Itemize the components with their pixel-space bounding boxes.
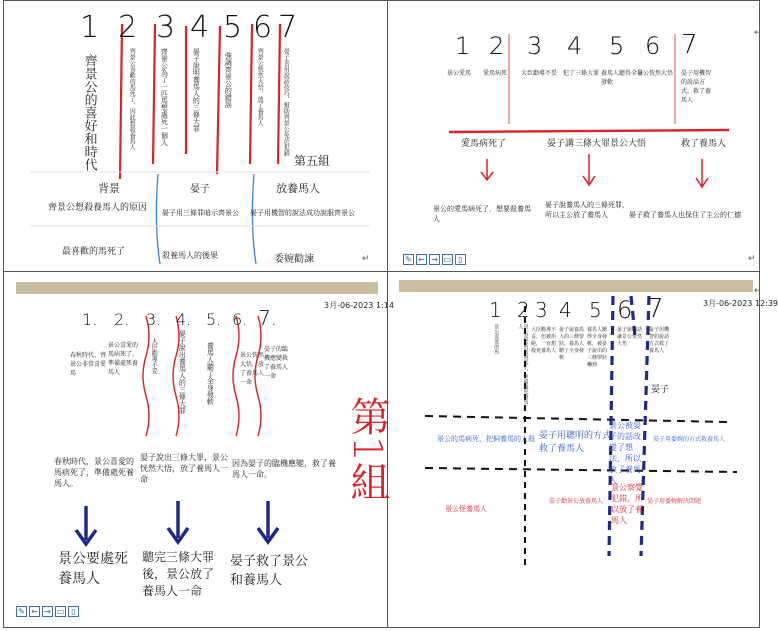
q3-column-4: 晏子說出養馬人的三條大罪 bbox=[178, 330, 187, 414]
q1-number-2: 2 bbox=[118, 10, 138, 45]
q3-number-2: 2. bbox=[114, 310, 130, 329]
forward-arrow-icon[interactable]: → bbox=[429, 254, 440, 265]
q2-timeline-label-3: 救了養馬人 bbox=[681, 139, 727, 149]
q2-timeline-label-2: 晏子講三條大罪景公大悟 bbox=[547, 139, 647, 149]
q3-number-3: 3. bbox=[146, 310, 162, 329]
return-mark-q4: ↵ bbox=[754, 286, 762, 296]
q4-red-note-2: 晏子勸景公放養馬人 bbox=[549, 498, 604, 505]
q3-number-5: 5. bbox=[206, 310, 222, 329]
q4-column-3: 大臣勸導不妥，但被拒絕，一直想殺死養馬人 bbox=[531, 327, 557, 354]
return-mark-q2-top: ↵ bbox=[754, 28, 762, 38]
q3-timestamp: 3月-06-2023 1:14 bbox=[324, 301, 394, 310]
q3-column-3: 大臣勸導不妥 bbox=[150, 338, 158, 374]
q4-column-2: 景公喜愛的馬病死了，準備處死養馬人 bbox=[517, 324, 529, 404]
q4-blue-note-1: 景公的馬病死，把飼養馬的人殺 bbox=[437, 435, 535, 443]
q3-conclusion-1: 景公要處死養馬人 bbox=[58, 551, 128, 587]
pen-icon[interactable]: ✎ bbox=[16, 606, 27, 617]
back-arrow-icon[interactable]: ← bbox=[29, 606, 40, 617]
q3-column-6: 景公恍然大悟，放了養馬人一命 bbox=[240, 352, 265, 386]
q2-note-1: 景公愛馬 bbox=[447, 70, 472, 77]
q2-note-7: 晏子用機智的說話方式，救了養馬人 bbox=[681, 70, 712, 104]
panel-q3 bbox=[10, 276, 394, 624]
q4-blue-note-4: 晏子用委婉的方式救養馬人 bbox=[653, 436, 726, 443]
q2-number-4: 4 bbox=[567, 32, 583, 60]
q1-note-reason: 齊景公想殺養馬人的原因 bbox=[48, 203, 148, 213]
q3-number-4: 4. bbox=[176, 310, 192, 329]
page-icon[interactable]: ▯ bbox=[455, 254, 466, 265]
q2-number-2: 2 bbox=[489, 32, 505, 60]
q3-conclusion-3: 晏子救了景公和養馬人 bbox=[230, 554, 309, 588]
q4-label-yanzi: 晏子 bbox=[651, 385, 670, 395]
q2-note-4: 犯了三條大罪 bbox=[563, 70, 600, 77]
q1-number-1: 1 bbox=[80, 10, 100, 45]
q4-number-5: 5 bbox=[589, 298, 602, 322]
q2-number-5: 5 bbox=[609, 32, 625, 60]
return-mark-q2: ↵ bbox=[748, 254, 756, 264]
q1-column-1: 齊景公的喜好和時代 bbox=[81, 54, 97, 171]
q2-number-3: 3 bbox=[527, 32, 543, 60]
q4-number-3: 3 bbox=[535, 298, 548, 322]
q2-number-6: 6 bbox=[645, 32, 661, 60]
q3-number-1: 1. bbox=[82, 310, 98, 329]
q2-timeline-label-1: 愛馬病死了 bbox=[461, 139, 507, 149]
q4-column-7: 晏子用機智的說話方式救了養馬人 bbox=[649, 327, 670, 354]
page-icon[interactable]: ▯ bbox=[68, 606, 79, 617]
q3-summary-2: 晏子說出三條大罪，景公恍然大悟，放了養馬人一命 bbox=[140, 453, 228, 484]
q4-number-7: 7 bbox=[647, 294, 664, 324]
q3-column-1: 春秋時代，齊景公非常喜愛馬 bbox=[70, 352, 107, 377]
panel-q4 bbox=[397, 276, 778, 624]
q1-heading-background: 背景 bbox=[98, 182, 120, 195]
horizontal-divider bbox=[3, 271, 760, 272]
q3-column-5: 養馬人聽了全身發軟 bbox=[206, 342, 215, 405]
pen-icon[interactable]: ✎ bbox=[403, 254, 414, 265]
q3-group-note: 第1組 bbox=[344, 396, 390, 502]
q1-note-tactful: 委婉勸諫 bbox=[274, 254, 314, 265]
panel-q2 bbox=[397, 4, 755, 266]
q1-number-7: 7 bbox=[278, 10, 298, 45]
back-arrow-icon[interactable]: ← bbox=[416, 254, 427, 265]
board-icon[interactable]: ▭ bbox=[443, 255, 452, 264]
q4-red-note-4: 晏子用委婉解決問題 bbox=[647, 498, 702, 505]
q4-number-4: 4 bbox=[559, 298, 572, 322]
q1-number-4: 4 bbox=[190, 10, 210, 45]
forward-arrow-icon[interactable]: → bbox=[42, 606, 53, 617]
q2-note-6: 景公恍然大悟 bbox=[637, 70, 674, 77]
q4-number-2: 2 bbox=[517, 298, 530, 322]
q3-toolbar bbox=[16, 606, 79, 617]
board-icon[interactable]: ▭ bbox=[56, 607, 65, 616]
q3-column-2: 景公喜愛的馬病死了，準備處死養馬人 bbox=[108, 342, 139, 376]
q4-blue-note-3: 景公被晏子的話改變了想法，所以放了養馬人 bbox=[609, 421, 641, 485]
q4-number-6: 6 bbox=[617, 296, 633, 324]
q1-heading-yanzi: 晏子 bbox=[190, 184, 210, 195]
q4-number-1: 1 bbox=[489, 298, 502, 322]
q4-blue-note-2: 晏子用聰明的方式救了養馬人 bbox=[539, 431, 612, 454]
q2-summary-2: 晏子說養馬人的三條死罪，所以主公放了養馬人 bbox=[545, 201, 629, 219]
q1-note-consequence: 殺養馬人的後果 bbox=[162, 251, 218, 260]
q2-number-1: 1 bbox=[455, 32, 471, 60]
q2-note-5: 養馬人聽得全身發軟 bbox=[601, 70, 644, 86]
q4-column-1: 景公喜愛的馬 bbox=[493, 324, 500, 354]
q4-column-5: 養馬人聽得全身發軟，被晏子說出的三條罪狀嚇到 bbox=[587, 327, 608, 368]
q1-note-persuade: 晏子用機智的說法成功說服齊景公 bbox=[250, 209, 355, 217]
q3-summary-3: 因為晏子的臨機應變，救了養馬人一命。 bbox=[232, 459, 336, 479]
q4-red-note-3: 景公察覺犯錯，所以放了養馬人 bbox=[611, 483, 643, 525]
q2-note-2: 愛馬病死 bbox=[483, 70, 508, 77]
q3-number-6: 6. bbox=[232, 310, 248, 329]
q1-number-5: 5 bbox=[223, 10, 243, 45]
q3-conclusion-2: 聽完三條大罪後，景公放了養馬人一命 bbox=[142, 550, 215, 598]
q1-group-label: 第五組 bbox=[294, 154, 331, 168]
q1-column-2: 齊景公喜歡的馬死了，因此想殺養馬人 bbox=[128, 48, 136, 150]
q2-summary-3: 晏子救了養馬人也保住了主公的仁德 bbox=[629, 211, 741, 219]
q1-number-3: 3 bbox=[156, 10, 176, 45]
q1-column-7: 晏子善用說話技巧，幫助齊景公免於犯錯 bbox=[282, 48, 290, 156]
q3-summary-1: 春秋時代，景公喜愛的馬病死了，準備處死養馬人。 bbox=[54, 457, 134, 488]
q1-note-three-crimes: 晏子用三條罪暗示齊景公 bbox=[162, 209, 239, 217]
q1-column-6: 齊景公恍然大悟，放了養馬人 bbox=[256, 48, 264, 126]
q2-number-7: 7 bbox=[681, 30, 698, 60]
q4-red-note-1: 景公怪養馬人 bbox=[445, 505, 487, 513]
q1-note-horse-died: 最喜歡的馬死了 bbox=[62, 247, 126, 257]
q3-column-7: 晏子的臨機應變救了養馬人一命 bbox=[264, 346, 289, 380]
q3-number-7: 7. bbox=[258, 306, 278, 330]
q1-heading-release: 放養馬人 bbox=[276, 182, 320, 195]
q2-note-3: 大臣勸導不妥 bbox=[521, 70, 558, 77]
panel-q1 bbox=[10, 4, 380, 266]
q2-summary-1: 景公的愛馬病死了，想要殺養馬人 bbox=[433, 205, 531, 223]
return-mark-q1: ↵ bbox=[362, 254, 370, 264]
q1-number-6: 6 bbox=[253, 10, 273, 45]
q2-toolbar bbox=[403, 254, 466, 265]
q4-column-6: 晏子說的話讓景公恍然大悟 bbox=[617, 327, 643, 347]
q1-column-5: 強調齊景公的錯誤 bbox=[224, 52, 233, 108]
q4-column-4: 晏子說養馬人的三條罪狀，養馬人聽了全身發軟 bbox=[559, 327, 585, 361]
q4-timestamp: 3月-06-2023 12:39 bbox=[703, 299, 778, 308]
q1-column-3: 齊景公為了一匹馬想處死一個人 bbox=[160, 48, 169, 146]
q1-column-4: 晏子說明養馬人的三條大罪 bbox=[192, 48, 201, 132]
